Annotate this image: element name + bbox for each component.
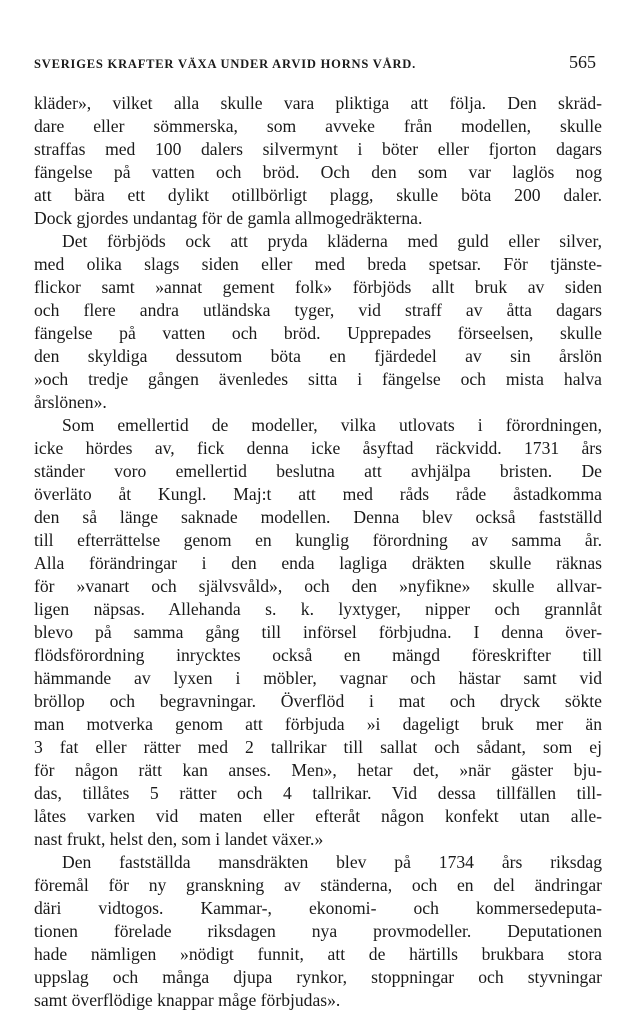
text-line: hämmande av lyxen i möbler, vagnar och hästar samt vid	[34, 668, 602, 688]
text-line: hade nämligen »nödigt funnit, att de härtills brukbara stora	[34, 944, 602, 964]
text-line: flödsförordning inrycktes också en mängd föreskrifter till	[34, 645, 602, 665]
text-line: att bära ett dylikt otillbörligt plagg, skulle böta 200 daler.	[34, 185, 602, 205]
text-line: ständer voro emellertid beslutna att avhjälpa bristen. De	[34, 461, 602, 481]
text-line: överläto åt Kungl. Maj:t att med råds råde åstadkomma	[34, 484, 602, 504]
text-line: bröllop och begravningar. Överflöd i mat och dryck sökte	[34, 691, 602, 711]
text-line: föremål för ny granskning av ständerna, och en del ändringar	[34, 875, 602, 895]
text-line: uppslag och många djupa rynkor, stoppningar och styvningar	[34, 967, 602, 987]
book-page	[34, 52, 602, 1012]
text-line: Det förbjöds ock att pryda kläderna med guld eller silver,	[62, 231, 602, 251]
text-line: man motverka genom att förbjuda »i dageligt bruk mer än	[34, 714, 602, 734]
text-line: den skyldiga dessutom böta en fjärdedel av sin årslön	[34, 346, 602, 366]
text-line: årslönen».	[34, 392, 107, 412]
text-line: till efterrättelse genom en kunglig förordning av samma år.	[34, 530, 602, 550]
text-line: fängelse på vatten och bröd. Och den som var laglös nog	[34, 162, 602, 182]
running-head	[34, 52, 602, 92]
text-line: däri vidtogos. Kammar-, ekonomi- och kommersedeputa-	[34, 898, 602, 918]
text-line: den så länge saknade modellen. Denna blev också fastställd	[34, 507, 602, 527]
text-line: samt överflödige knappar måge förbjudas».	[34, 990, 341, 1010]
text-line: 3 fat eller rätter med 2 tallrikar till sallat och sådant, som ej	[34, 737, 602, 757]
text-line: tionen förelade riksdagen nya provmodeller. Deputationen	[34, 921, 602, 941]
text-line: »och tredje gången ävenledes sitta i fängelse och mista halva	[34, 369, 602, 389]
text-line: fängelse på vatten och bröd. Upprepades förseelsen, skulle	[34, 323, 602, 343]
text-line: och flere andra utländska tyger, vid straff av åtta dagars	[34, 300, 602, 320]
text-line: kläder», vilket alla skulle vara pliktiga att följa. Den skräd-	[34, 93, 602, 113]
text-line: nast frukt, helst den, som i landet växer.»	[34, 829, 324, 849]
text-line: ligen näpsas. Allehanda s. k. lyxtyger, nipper och grannlåt	[34, 599, 602, 619]
text-line: blevo på samma gång till införsel förbjudna. I denna över-	[34, 622, 602, 642]
text-line: Dock gjordes undantag för de gamla allmogedräkterna.	[34, 208, 423, 228]
text-line: flickor samt »annat gement folk» förbjöds allt bruk av siden	[34, 277, 602, 297]
text-line: icke hördes av, fick denna icke åsyftad räckvidd. 1731 års	[34, 438, 602, 458]
text-line: med olika slags siden eller med breda spetsar. För tjänste-	[34, 254, 602, 274]
text-line: dare eller sömmerska, som avveke från modellen, skulle	[34, 116, 602, 136]
text-line: låtes varken vid maten eller efteråt någon konfekt utan alle-	[34, 806, 602, 826]
text-line: Den fastställda mansdräkten blev på 1734 års riksdag	[62, 852, 602, 872]
text-line: straffas med 100 dalers silvermynt i böter eller fjorton dagars	[34, 139, 602, 159]
text-line: för »vanart och självsvåld», och den »nyfikne» skulle allvar-	[34, 576, 602, 596]
text-line: för någon rätt kan anses. Men», hetar det, »när gäster bju-	[34, 760, 602, 780]
body-text	[34, 92, 602, 1012]
text-line: das, tillåtes 5 rätter och 4 tallrikar. Vid dessa tillfällen till-	[34, 783, 602, 803]
page-number: 565	[569, 52, 596, 72]
running-title: SVERIGES KRAFTER VÄXA UNDER ARVID HORNS VÅRD.	[34, 57, 417, 71]
text-line: Som emellertid de modeller, vilka utlovats i förordningen,	[62, 415, 602, 435]
text-line: Alla förändringar i den enda lagliga dräkten skulle räknas	[34, 553, 602, 573]
